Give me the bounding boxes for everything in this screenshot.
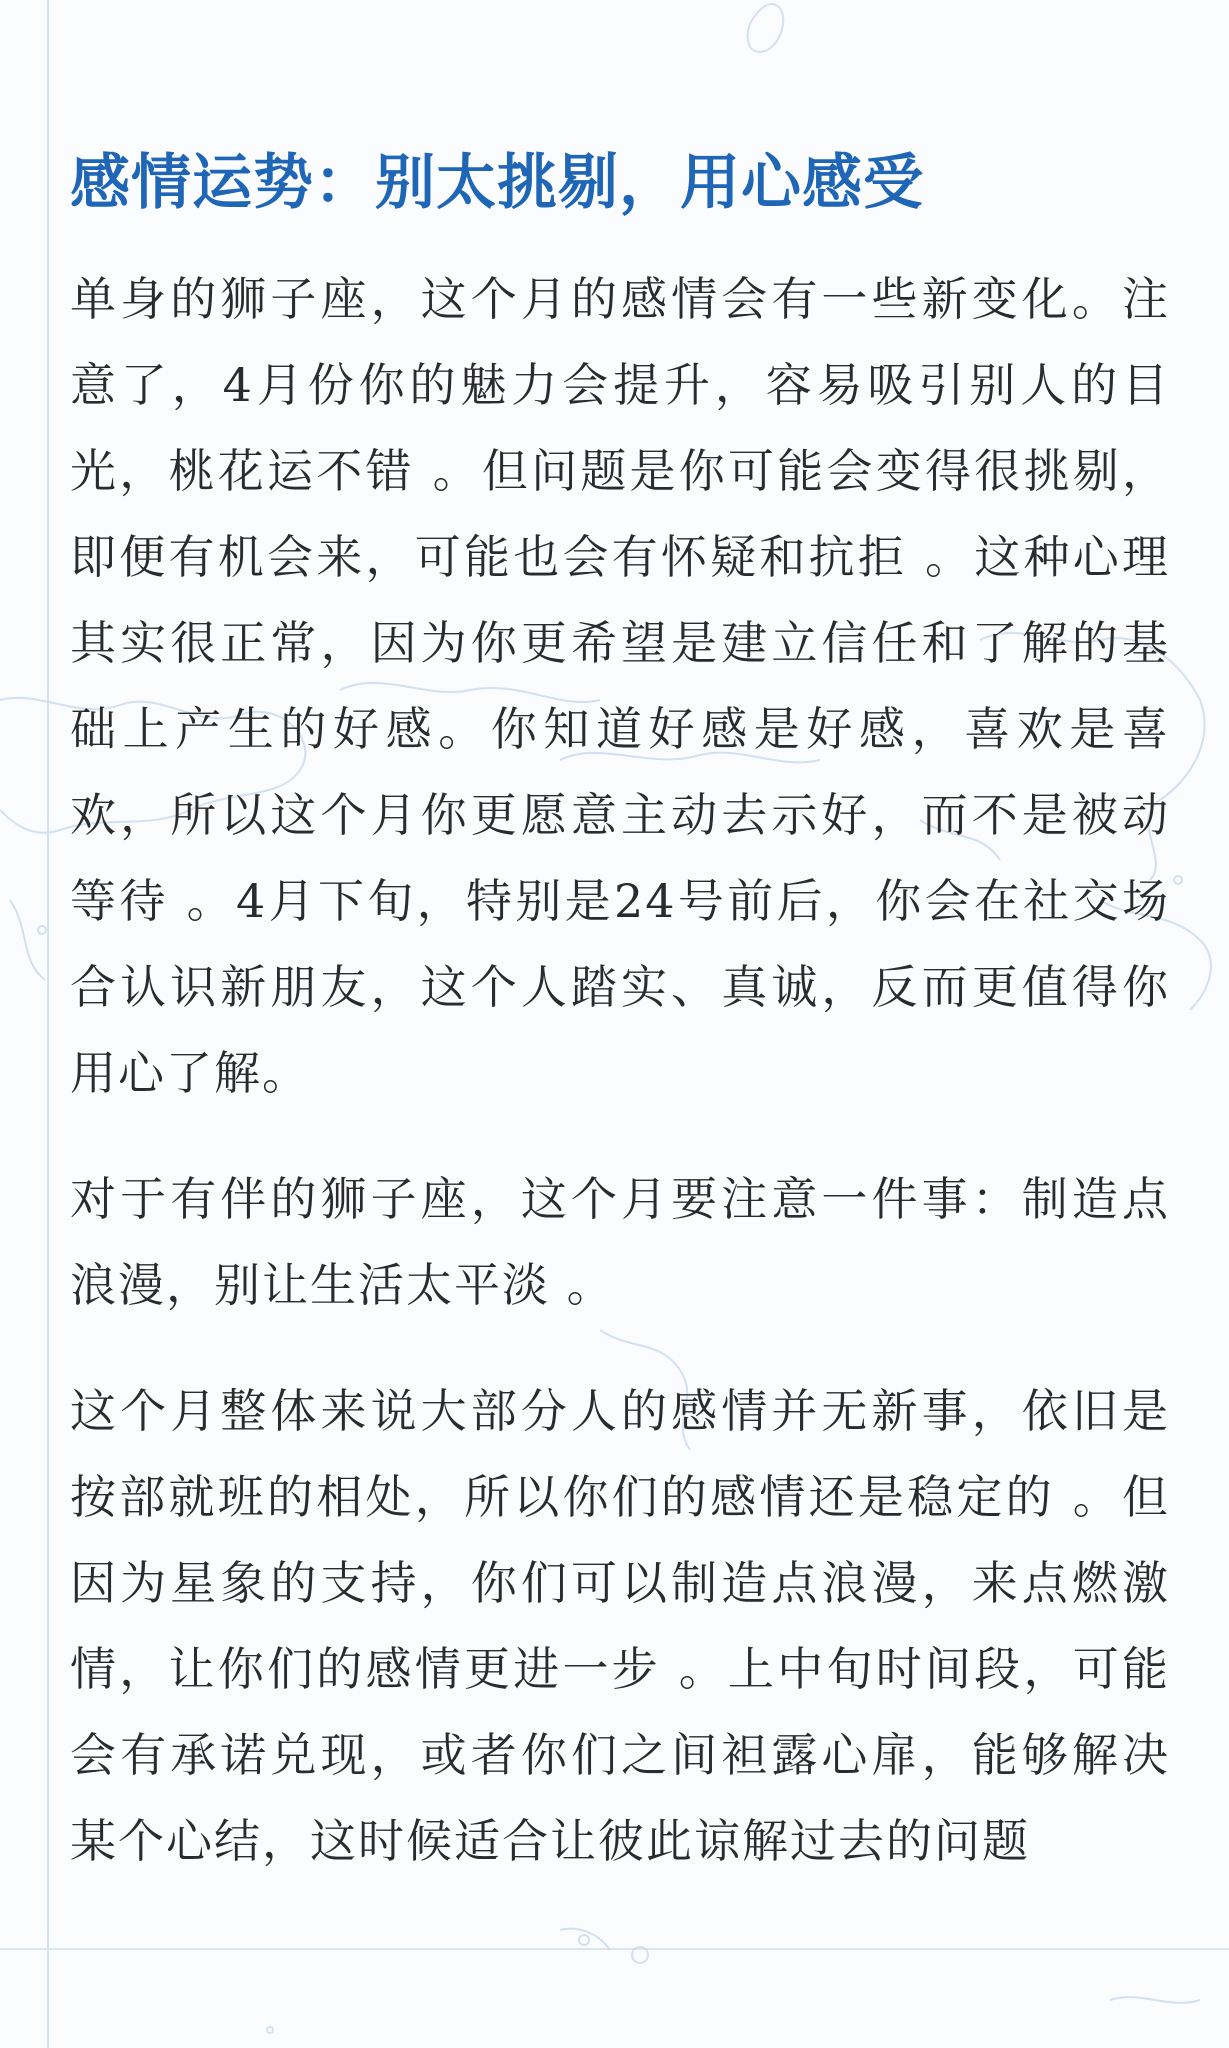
margin-line <box>47 0 49 2048</box>
article-title: 感情运势：别太挑剔，用心感受 <box>70 148 924 218</box>
article-paragraph-couples-intro: 对于有伴的狮子座，这个月要注意一件事：制造点浪漫，别让生活太平淡 。 <box>70 1172 1170 1312</box>
article <box>70 140 1170 1884</box>
bottom-rule <box>0 1948 1229 1950</box>
article-paragraph-couples-detail: 这个月整体来说大部分人的感情并无新事，依旧是按部就班的相处，所以你们的感情还是稳定的 。但因为星象的支持，你们可以制造点浪漫，来点燃激情，让你们的感情更进一步 。上中旬时间段，可能会有承诺兑现，或者你们之间袒露心扉，能够解决某个心结，这时候适合让彼此谅解过去的问题 <box>70 1384 1170 1868</box>
article-paragraph-singles: 单身的狮子座，这个月的感情会有一些新变化。注意了，4月份你的魅力会提升，容易吸引别人的目光，桃花运不错 。但问题是你可能会变得很挑剔，即便有机会来，可能也会有怀疑和抗拒 。这种心理其实很正常，因为你更希望是建立信任和了解的基础上产生的好感。你知道好感是好感，喜欢是喜欢，所以这个月你更愿意主动去示好，而不是被动等待 。4月下旬，特别是24号前后，你会在社交场合认识新朋友，这个人踏实、真诚，反而更值得你用心了解。 <box>70 272 1170 1100</box>
